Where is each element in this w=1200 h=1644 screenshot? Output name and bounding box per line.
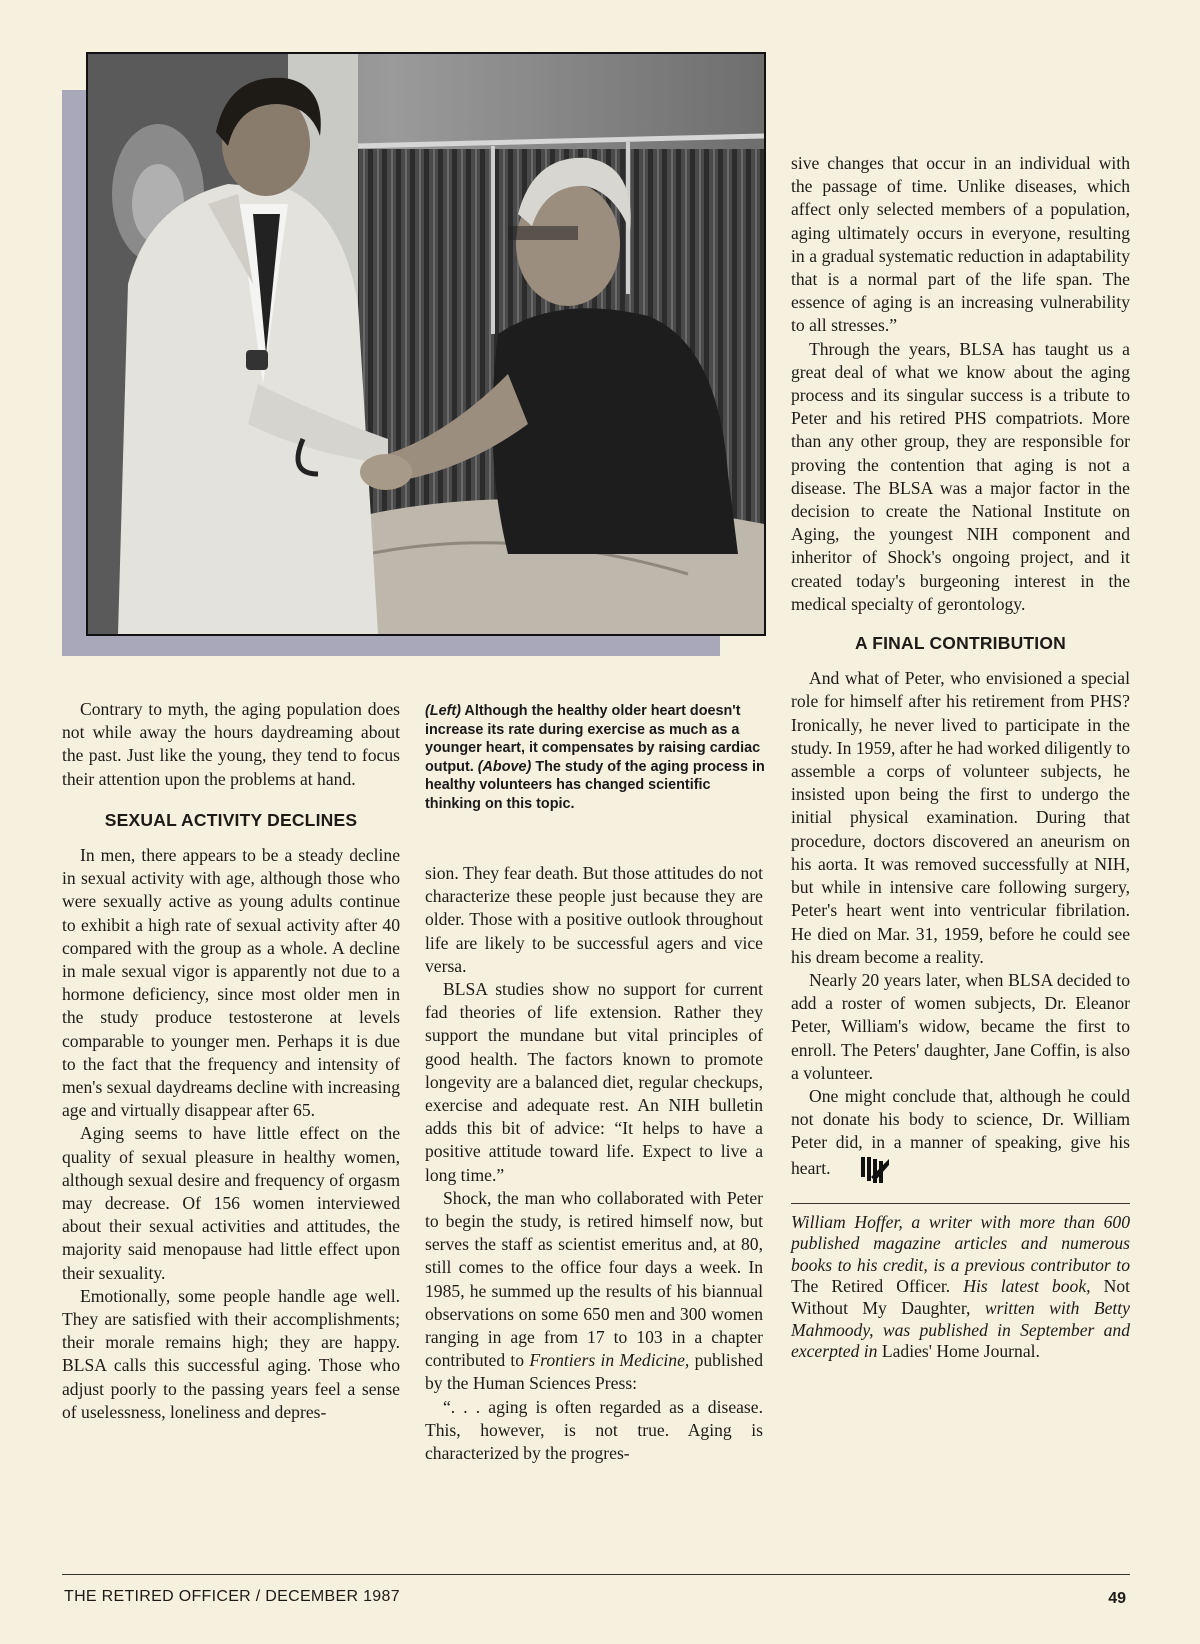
book-title: Frontiers in Medicine, [529,1350,690,1371]
book-title: Not Without My Daughter, [791,1276,1130,1318]
bio-divider [791,1203,1130,1204]
text-run: William Hoffer, a writer with more than 600 published magazine articles and numerous books to his credit, is a previous contributor to [791,1211,1130,1275]
column-middle [425,862,763,1465]
paragraph: sion. They fear death. But those attitudes do not characterize these people just because they are older. Those with a positive outlook throughout life are likely to be successful agers and vice versa. [425,863,763,976]
page-number: 49 [1108,1590,1126,1607]
column-left [62,698,400,1424]
paragraph: Contrary to myth, the aging population does not while away the hours daydreaming about the past. Just like the young, they tend to focus their attention upon the problems at hand. [62,699,400,789]
section-heading: A FINAL CONTRIBUTION [854,633,1067,654]
journal-name: Ladies' Home Journal. [881,1341,1040,1362]
author-bio [791,1212,1130,1363]
text-run: His latest book, [950,1276,1104,1297]
caption-left-text: Although the healthy older heart doesn't increase its rate during exercise as much as a younger heart, it compensates by raising cardiac output. [425,703,761,775]
column-right [791,152,1130,1363]
paragraph: Nearly 20 years later, when BLSA decided to add a roster of women subjects, Dr. Eleanor Peter, William's widow, became the first to enroll. The Peters' daughter, Jane Coffin, is also a volunteer. [791,969,1130,1083]
article-photo [86,52,766,636]
footer-publication: THE RETIRED OFFICER / DECEMBER 1987 [64,1588,400,1605]
paragraph: And what of Peter, who envisioned a special role for himself after his retirement from PHS? Ironically, he never lived to participate in the study. In 1959, after he had worked diligently to assemble a corps of volunteer subjects, he insisted upon being the first to undergo the initial physical examination. During that procedure, doctors discovered an aneurism on his aorta. It was removed successfully at NIH, but while in intensive care following surgery, Peter's heart went into ventricular fibrilation. He died on Mar. 31, 1959, before he could see his dream become a reality. [791,668,1130,967]
paragraph: Through the years, BLSA has taught us a great deal of what we know about the aging process and its singular success is a tribute to Peter and his retired PHS compatriots. More than any other group, they are responsible for proving the contention that aging is not a disease. The BLSA was a major factor in the decision to create the National Institute on Aging, the youngest NIH component and inheritor of Shock's ongoing project, and it created today's burgeoning interest in the medical specialty of gerontology. [791,338,1130,614]
magazine-name: The Retired Officer. [791,1276,951,1297]
end-mark-icon [859,1155,891,1185]
caption-above-tag: (Above) [477,758,532,775]
paragraph [791,1085,1130,1185]
paragraph: In men, there appears to be a steady decline in sexual activity with age, although those who were sexually active as young adults continue to exhibit a high rate of sexual activity after 40 compared with the group as a whole. A decline in male sexual vigor is apparently not due to a hormone deficiency, since most older men in the study produce testosterone at levels comparable to younger men. Perhaps it is due to the fact that the frequency and intensity of men's sexual daydreams decline with increasing age and virtually disappear after 65. [62,845,400,1121]
text-run: published by the Human Sciences Press: [425,1350,763,1394]
paragraph [425,1187,763,1396]
paragraph: sive changes that occur in an individual with the passage of time. Unlike diseases, which affect only selected members of a population, aging ultimately occurs in everyone, resulting in a gradual systematic reduction in adaptability that is a normal part of the life span. The essence of aging is an increasing vulnerability to all stresses.” [791,153,1130,336]
paragraph: Aging seems to have little effect on the quality of sexual pleasure in healthy women, although sexual desire and frequency of orgasm may decrease. Of 156 women interviewed about their sexual activities and attitudes, the majority said menopause had little effect upon their sexuality. [62,1123,400,1283]
text-run: Shock, the man who collaborated with Peter to begin the study, is retired himself now, but serves the staff as scientist emeritus and, at 80, still comes to the office four days a week. In 1985, he summed up the results of his biannual observations on some 650 men and 300 women ranging in age from 17 to 103 in a chapter contributed to [425,1187,763,1371]
photo-caption [425,702,765,814]
paragraph: Emotionally, some people handle age well. They are satisfied with their accomplishments; their morale remains high; they are happy. BLSA calls this successful aging. Those who adjust poorly to the passing years feel a sense of uselessness, loneliness and depres- [62,1285,400,1422]
paragraph: BLSA studies show no support for current fad theories of life extension. Rather they support the mundane but vital principles of good health. The factors known to promote longevity are a balanced diet, regular checkups, exercise and adequate rest. An NIH bulletin adds this bit of advice: “It helps to have a positive attitude toward life. Expect to live a long time.” [425,979,763,1185]
caption-above-text: The study of the aging process in healthy volunteers has changed scientific thinking on this topic. [425,758,765,812]
photo-illustration [88,54,764,634]
text-run: One might conclude that, although he could not donate his body to science, Dr. William Peter did, in a manner of speaking, give his heart. [791,1085,1130,1178]
section-heading: SEXUAL ACTIVITY DECLINES [104,809,358,830]
text-run: written with Betty Mahmoody, was published in September and excerpted in [791,1297,1130,1362]
quote-paragraph: “. . . aging is often regarded as a disease. This, however, is not true. Aging is characterized by the progres- [425,1396,763,1464]
caption-left-tag: (Left) [425,703,461,719]
footer-rule [62,1574,1130,1575]
